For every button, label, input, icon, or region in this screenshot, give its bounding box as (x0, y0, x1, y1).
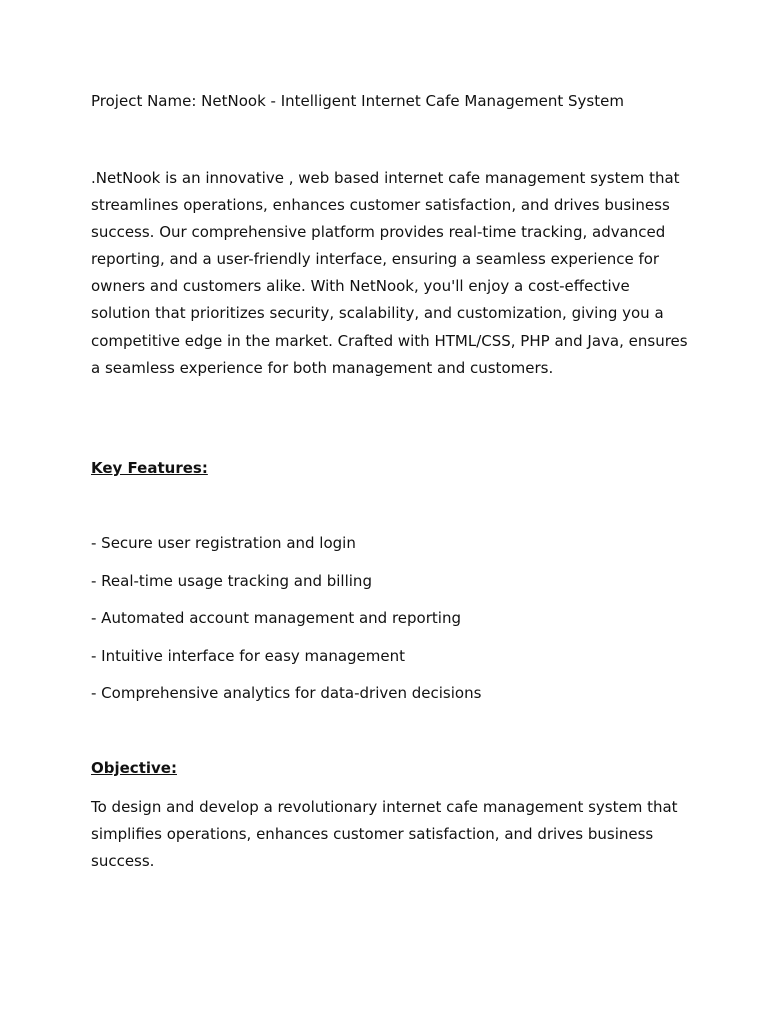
list-item: - Comprehensive analytics for data-driven decisions (91, 684, 482, 702)
key-features-heading: Key Features: (91, 459, 208, 477)
key-features-list (91, 532, 691, 720)
project-name-line: Project Name: NetNook - Intelligent Internet Cafe Management System (91, 92, 624, 110)
list-item: - Secure user registration and login (91, 534, 356, 552)
intro-paragraph: .NetNook is an innovative , web based internet cafe management system that streamlines operations, enhances customer satisfaction, and drives business success. Our comprehensive platform provides real-time tracking, advanced reporting, and a user-friendly interface, ensuring a seamless experience for owners and customers alike. With NetNook, you'll enjoy a cost-effective solution that prioritizes security, scalability, and customization, giving you a competitive edge in the market. Crafted with HTML/CSS, PHP and Java, ensures a seamless experience for both management and customers. (91, 169, 688, 377)
objective-paragraph: To design and develop a revolutionary internet cafe management system that simplifies operations, enhances customer satisfaction, and drives business success. (91, 798, 678, 871)
list-item: - Automated account management and reporting (91, 609, 461, 627)
objective-heading: Objective: (91, 759, 177, 777)
list-item: - Intuitive interface for easy management (91, 646, 406, 665)
list-item: - Real-time usage tracking and billing (91, 571, 372, 590)
